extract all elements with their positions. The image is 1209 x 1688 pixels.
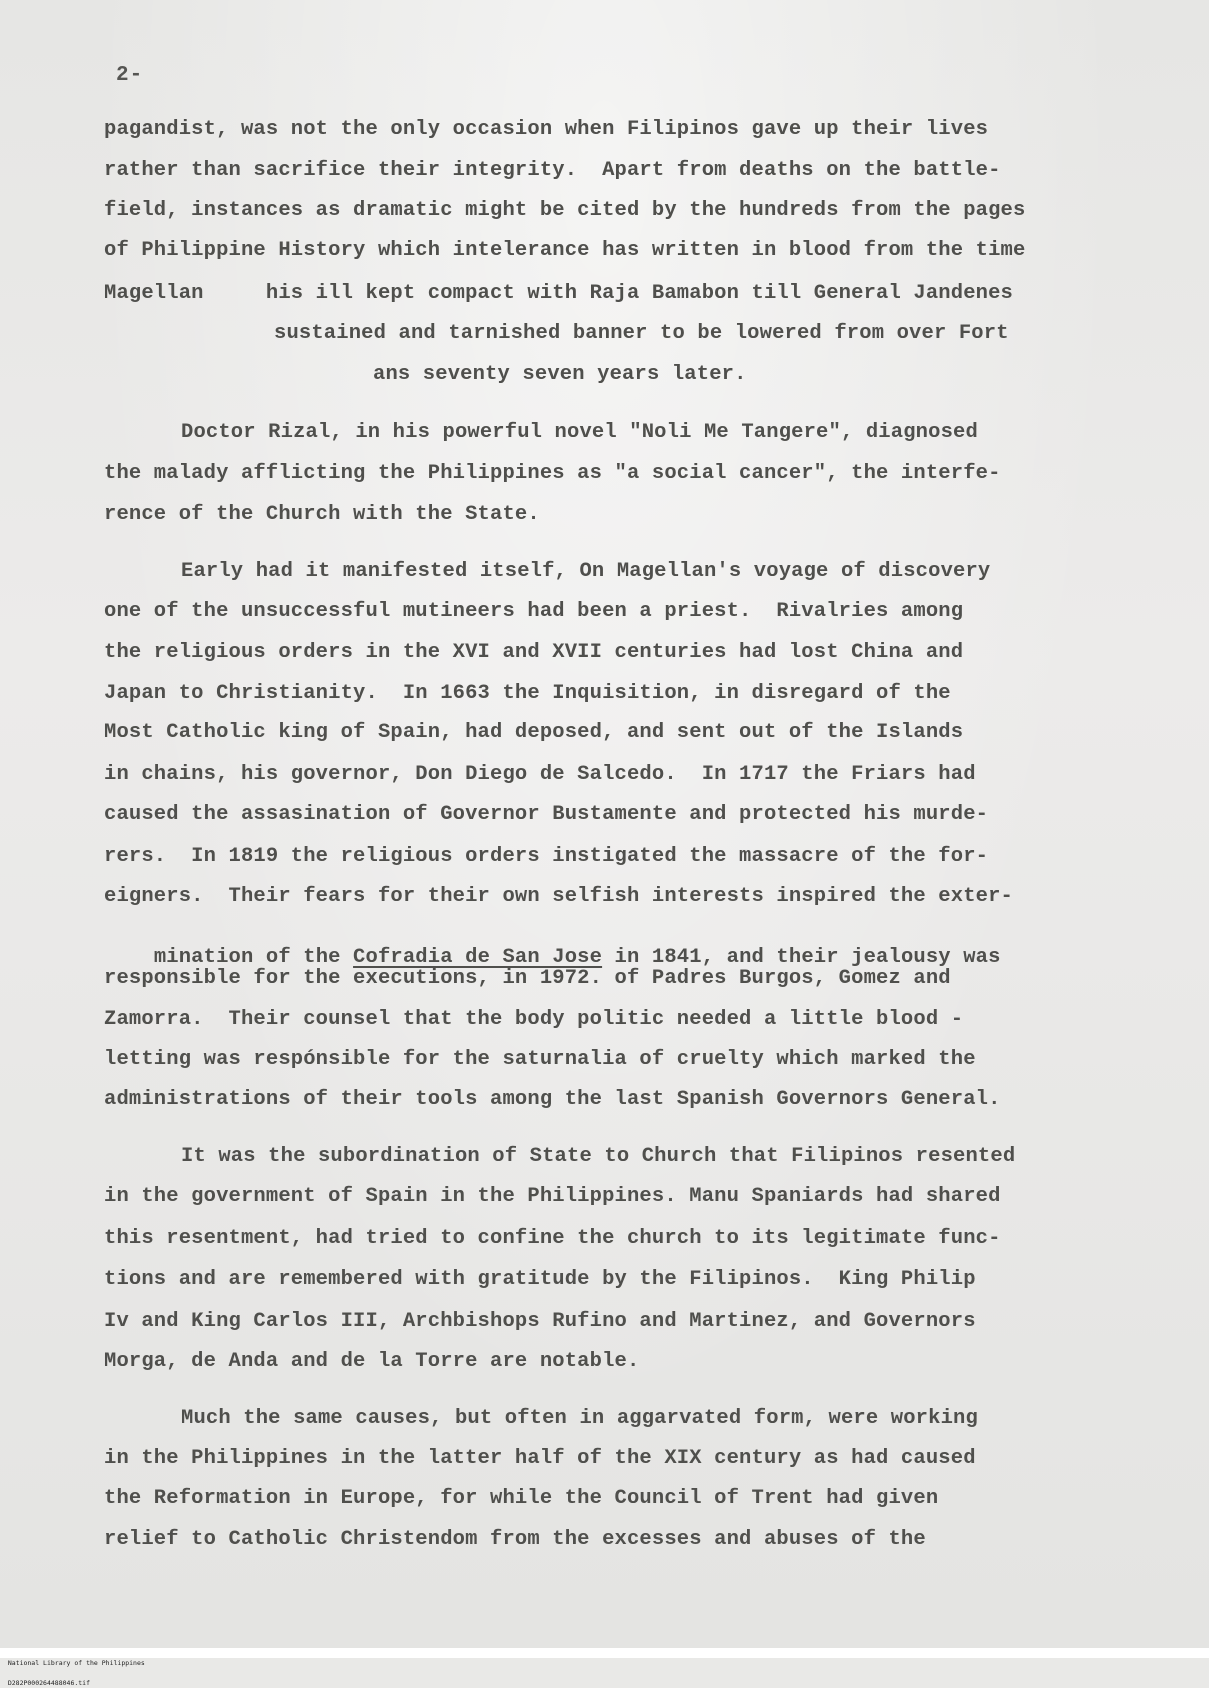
text-line: relief to Catholic Christendom from the excesses and abuses of the — [104, 1528, 926, 1551]
text-line: in the Philippines in the latter half of the XIX century as had caused — [104, 1447, 976, 1470]
text-line: Iv and King Carlos III, Archbishops Rufino and Martinez, and Governors — [104, 1310, 976, 1333]
text-line: Most Catholic king of Spain, had deposed, and sent out of the Islands — [104, 721, 964, 744]
text-line: rence of the Church with the State. — [104, 503, 540, 526]
text-line: of Philippine History which intelerance has written in blood from the time — [104, 239, 1026, 262]
footer-filename: D282P000264488046.tif — [7, 1679, 91, 1687]
underlined-title: Cofradia de San Jose — [353, 945, 603, 969]
text-line: Morga, de Anda and de la Torre are notable. — [104, 1350, 640, 1373]
text-line: this resentment, had tried to confine the church to its legitimate func- — [104, 1227, 1001, 1250]
text-line: responsible for the executions, in 1972. of Padres Burgos, Gomez and — [104, 967, 951, 990]
footer-library: National Library of the Philippines — [7, 1659, 145, 1667]
page-number: 2- — [116, 64, 144, 87]
text-line: caused the assasination of Governor Bustamente and protected his murde- — [104, 803, 989, 826]
text-line: Japan to Christianity. In 1663 the Inquisition, in disregard of the — [104, 682, 951, 705]
text-line: pagandist, was not the only occasion when Filipinos gave up their lives — [104, 118, 989, 141]
text-line: ans seventy seven years later. — [373, 363, 747, 386]
text-line: in chains, his governor, Don Diego de Salcedo. In 1717 the Friars had — [104, 763, 976, 786]
text-line: the Reformation in Europe, for while the Council of Trent had given — [104, 1487, 939, 1510]
text-line: Zamorra. Their counsel that the body politic needed a little blood - — [104, 1008, 964, 1031]
text-line: letting was respónsible for the saturnalia of cruelty which marked the — [104, 1048, 976, 1071]
text-line: sustained and tarnished banner to be lowered from over Fort — [274, 322, 1009, 345]
text-line: rather than sacrifice their integrity. Apart from deaths on the battle- — [104, 159, 1001, 182]
text-line: the religious orders in the XVI and XVII centuries had lost China and — [104, 641, 964, 664]
text-segment: in 1841, and their jealousy was — [602, 945, 1001, 969]
text-line: one of the unsuccessful mutineers had been a priest. Rivalries among — [104, 600, 964, 623]
text-line: It was the subordination of State to Church that Filipinos resented — [181, 1145, 1016, 1168]
text-line: Doctor Rizal, in his powerful novel "Noli Me Tangere", diagnosed — [181, 421, 978, 444]
text-line: Much the same causes, but often in aggarvated form, were working — [181, 1407, 978, 1430]
text-line: Magellan his ill kept compact with Raja Bamabon till General Jandenes — [104, 282, 1013, 305]
text-line: administrations of their tools among the last Spanish Governors General. — [104, 1088, 1001, 1111]
text-line: eigners. Their fears for their own selfish interests inspired the exter- — [104, 885, 1013, 908]
text-line: in the government of Spain in the Philippines. Manu Spaniards had shared — [104, 1185, 1001, 1208]
text-line: the malady afflicting the Philippines as "a social cancer", the interfe- — [104, 462, 1001, 485]
text-segment: mination of the — [153, 945, 354, 969]
text-line: Early had it manifested itself, On Magellan's voyage of discovery — [181, 560, 991, 583]
text-line: field, instances as dramatic might be cited by the hundreds from the pages — [104, 199, 1026, 222]
text-line: tions and are remembered with gratitude by the Filipinos. King Philip — [104, 1268, 976, 1291]
scan-footer — [0, 1648, 1209, 1687]
text-line: rers. In 1819 the religious orders instigated the massacre of the for- — [104, 845, 989, 868]
